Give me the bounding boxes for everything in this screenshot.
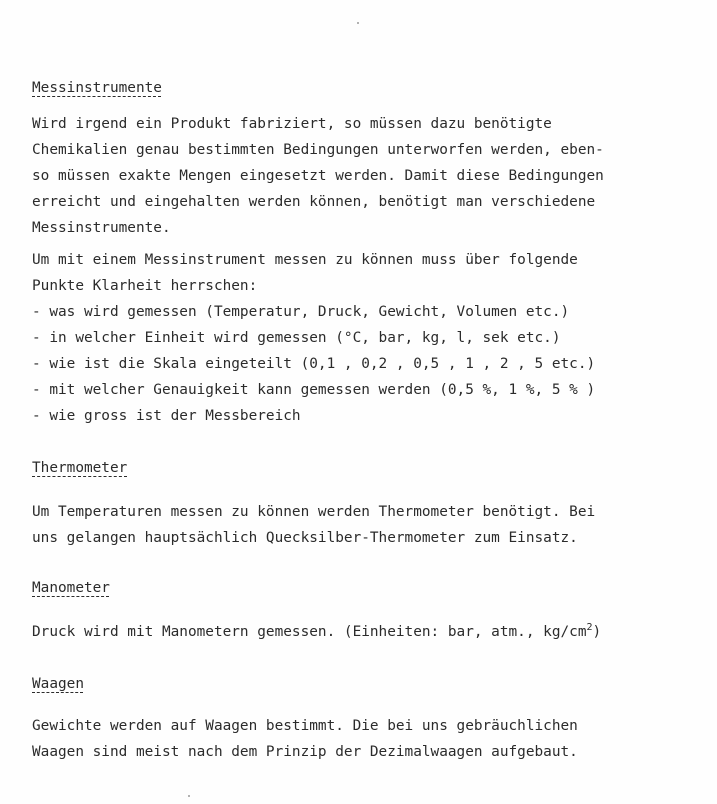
paragraph-line: Chemikalien genau bestimmten Bedingungen unterworfen werden, eben- <box>32 142 604 158</box>
superscript: 2 <box>586 622 593 634</box>
paragraph-line: Wird irgend ein Produkt fabriziert, so müssen dazu benötigte <box>32 116 552 132</box>
paragraph-line: uns gelangen hauptsächlich Quecksilber-Thermometer zum Einsatz. <box>32 530 578 546</box>
paragraph-line: erreicht und eingehalten werden können, benötigt man verschiedene <box>32 194 596 210</box>
list-item: - was wird gemessen (Temperatur, Druck, Gewicht, Volumen etc.) <box>32 304 570 320</box>
heading-waagen: Waagen <box>32 676 84 692</box>
paragraph-line: Messinstrumente. <box>32 220 171 236</box>
paragraph-line: Gewichte werden auf Waagen bestimmt. Die bei uns gebräuchlichen <box>32 718 578 734</box>
heading-thermometer: Thermometer <box>32 460 128 476</box>
paragraph-line <box>32 622 601 642</box>
list-item: - wie ist die Skala eingeteilt (0,1 , 0,2 , 0,5 , 1 , 2 , 5 etc.) <box>32 356 596 372</box>
list-item: - mit welcher Genauigkeit kann gemessen werden (0,5 %, 1 %, 5 % ) <box>32 382 596 398</box>
paragraph-line: so müssen exakte Mengen eingesetzt werden. Damit diese Bedingungen <box>32 168 604 184</box>
list-item: - in welcher Einheit wird gemessen (°C, bar, kg, l, sek etc.) <box>32 330 561 346</box>
manometer-text: Druck wird mit Manometern gemessen. (Einheiten: bar, atm., kg/cm <box>32 624 587 640</box>
closing-paren: ) <box>592 624 602 640</box>
paragraph-line: Waagen sind meist nach dem Prinzip der Dezimalwaagen aufgebaut. <box>32 744 578 760</box>
paper-speck <box>357 22 359 24</box>
paragraph-line: Punkte Klarheit herrschen: <box>32 278 258 294</box>
paper-speck <box>188 795 190 797</box>
heading-messinstrumente: Messinstrumente <box>32 80 162 96</box>
paragraph-line: Um Temperaturen messen zu können werden Thermometer benötigt. Bei <box>32 504 596 520</box>
list-item: - wie gross ist der Messbereich <box>32 408 301 424</box>
paragraph-line: Um mit einem Messinstrument messen zu können muss über folgende <box>32 252 578 268</box>
heading-manometer: Manometer <box>32 580 110 596</box>
